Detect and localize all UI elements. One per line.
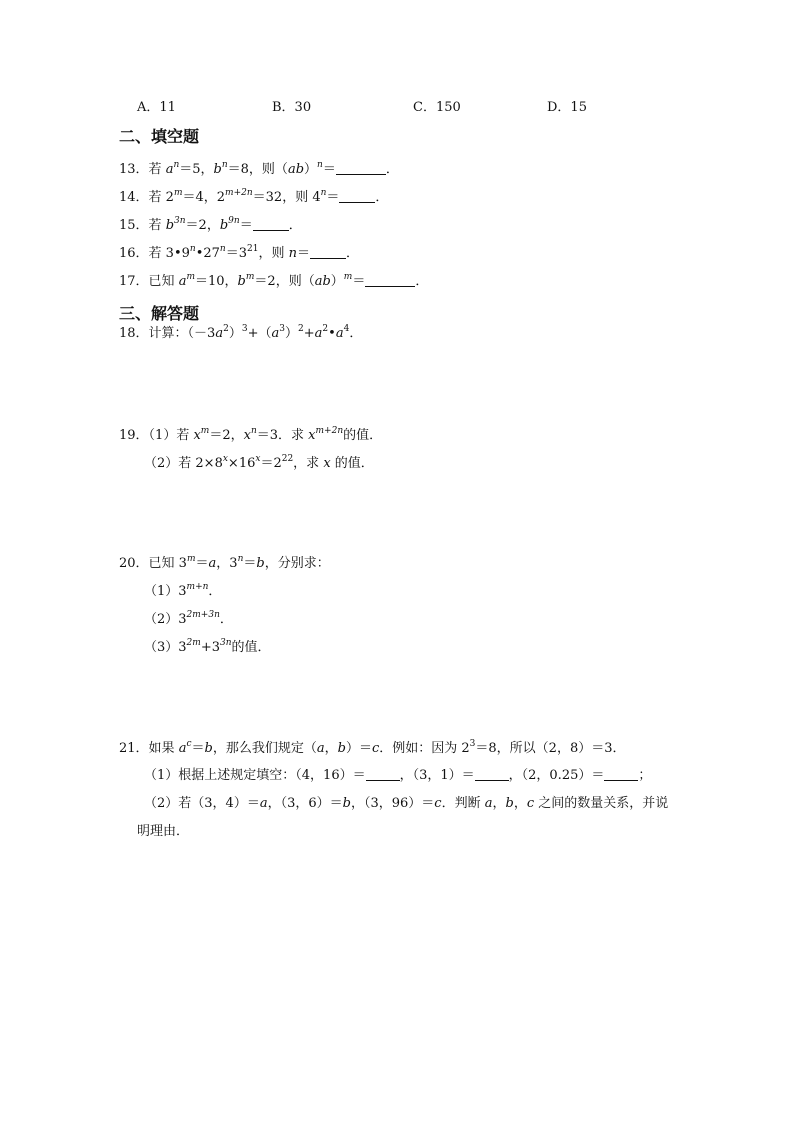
answer-blank-21-1c[interactable] <box>604 768 638 781</box>
answer-blank-21-1b[interactable] <box>475 768 509 781</box>
question-21-part-2-continued: 明理由． <box>137 824 190 839</box>
question-15: 15．若 $b^{3n}=2$，$b^{9n}=$ ． <box>119 216 302 233</box>
section-solve-title: 三、解答题 <box>119 304 200 323</box>
question-16: 16．若 $3•9^n•27^n=3^{21}$，则 n＝ ． <box>119 244 359 261</box>
option-b: B．30 <box>272 100 312 115</box>
option-a: A．11 <box>137 100 176 115</box>
question-21: 21．如果 $a^c=b$，那么我们规定（a，b）＝c．例如：因为 $2^3=8$，所以（2，8）＝3． <box>119 739 626 756</box>
question-19-part-1: 19．（1）若 $x^m=2$，$x^n=3$．求 $x^{m+2n}$的值． <box>119 426 383 443</box>
q18-number: 18． <box>119 326 149 341</box>
question-19-part-2: （2）若 $2\times 8^x\times 16^x=2^{22}$，求 x 的值． <box>144 454 374 471</box>
q16-number: 16． <box>119 246 149 261</box>
answer-blank-21-1a[interactable] <box>366 768 400 781</box>
section-fill-in-title: 二、填空题 <box>119 127 200 146</box>
answer-blank-17[interactable] <box>365 274 415 287</box>
answer-blank-16[interactable] <box>310 246 346 259</box>
option-d: D．15 <box>547 100 587 115</box>
question-21-part-2: （2）若（3，4）＝a，（3，6）＝b，（3，96）＝c．判断 a，b，c 之间的数量关系，并说 <box>144 796 669 811</box>
question-18: 18．计算：$(-3a^2)^3+(a^3)^2+a^2•a^4$． <box>119 324 363 341</box>
question-20: 20．已知 $3^m=a$，$3^n=b$，分别求： <box>119 554 330 571</box>
question-20-part-3: $(3)3^{2m}+3^{3n}$的值． <box>144 638 271 655</box>
q20-number: 20． <box>119 556 149 571</box>
question-14: 14．若 $2^m=4$，$2^{m+2n}=32$，则 $4^n=$ ． <box>119 188 389 205</box>
answer-blank-15[interactable] <box>253 218 289 231</box>
q14-number: 14． <box>119 190 149 205</box>
option-c: C．150 <box>413 100 461 115</box>
question-21-part-1: （1）根据上述规定填空：（4，16）＝ ，（3，1）＝ ，（2，0.25）＝ ； <box>144 768 652 783</box>
question-20-part-1: $(1)3^{m+n}$． <box>144 582 222 599</box>
answer-blank-14[interactable] <box>339 190 375 203</box>
q19-number: 19． <box>119 428 149 443</box>
q15-number: 15． <box>119 218 149 233</box>
question-17: 17．已知 $a^m=10$，$b^m=2$，则（ab）$^m$＝ ． <box>119 272 429 289</box>
q21-number: 21． <box>119 741 149 756</box>
q13-number: 13． <box>119 162 149 177</box>
answer-blank-13[interactable] <box>336 162 386 175</box>
q17-number: 17． <box>119 274 149 289</box>
question-13: 13．若 $a^n=5$，$b^n=8$，则（ab）$^n$＝ ． <box>119 160 399 177</box>
question-20-part-2: $(2)3^{2m+3n}$． <box>144 610 233 627</box>
